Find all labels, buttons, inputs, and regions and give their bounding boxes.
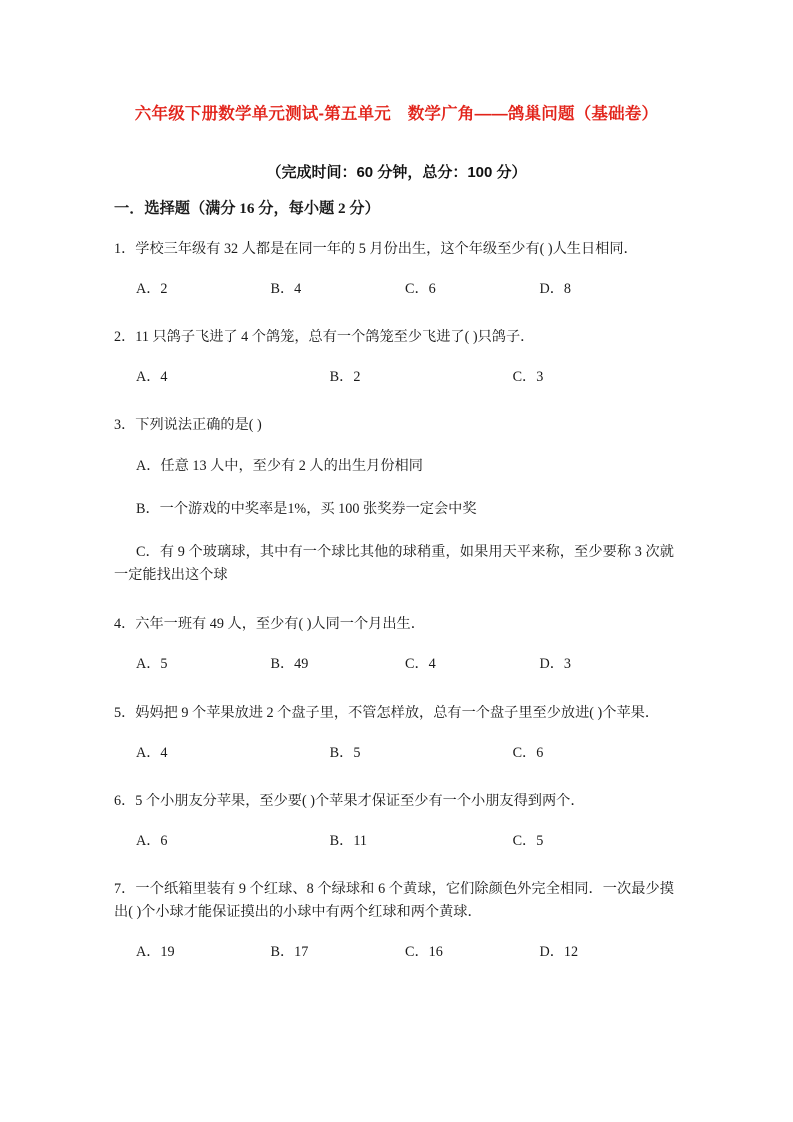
question-stem: 2．11 只鸽子飞进了 4 个鸽笼，总有一个鸽笼至少飞进了( )只鸽子． bbox=[114, 329, 535, 346]
spacer bbox=[114, 676, 674, 702]
option-c[interactable]: C．有 9 个玻璃球，其中有一个球比其他的球稍重，如果用天平来称，至少要称 3 次就一定能找出这个球 bbox=[114, 544, 674, 584]
option-d[interactable]: D．3 bbox=[539, 656, 572, 673]
question-6 bbox=[114, 790, 674, 852]
spacer bbox=[114, 388, 674, 414]
question-4 bbox=[114, 613, 674, 675]
option-b[interactable]: B．4 bbox=[270, 280, 302, 297]
question-options bbox=[114, 367, 674, 388]
question-options bbox=[114, 831, 674, 852]
option-b[interactable]: B．11 bbox=[329, 832, 367, 849]
question-stem: 7．一个纸箱里装有 9 个红球、8 个绿球和 6 个黄球，它们除颜色外完全相同．一次最少摸出( )个小球才能保证摸出的小球中有两个红球和两个黄球． bbox=[114, 881, 674, 921]
question-stem: 6．5 个小朋友分苹果，至少要( )个苹果才保证至少有一个小朋友得到两个． bbox=[114, 792, 585, 809]
option-c[interactable]: C．3 bbox=[512, 369, 544, 386]
question-3 bbox=[114, 414, 674, 587]
option-d[interactable]: D．8 bbox=[539, 280, 572, 297]
question-stem: 3．下列说法正确的是( ) bbox=[114, 417, 262, 434]
exam-info-subtitle: （完成时间：60 分钟，总分：100 分） bbox=[266, 164, 527, 181]
option-b[interactable]: B．49 bbox=[270, 656, 309, 673]
option-c[interactable]: C．6 bbox=[405, 280, 436, 297]
question-stem: 5．妈妈把 9 个苹果放进 2 个盘子里，不管怎样放，总有一个盘子里至少放进( )个苹果． bbox=[114, 704, 660, 721]
option-a[interactable]: A．19 bbox=[136, 944, 175, 961]
option-a[interactable]: A．4 bbox=[136, 744, 168, 761]
question-options bbox=[114, 654, 674, 675]
question-options bbox=[114, 455, 674, 587]
spacer bbox=[114, 764, 674, 790]
question-stem: 1．学校三年级有 32 人都是在同一年的 5 月份出生，这个年级至少有( )人生日相同． bbox=[114, 240, 638, 257]
page-title: 六年级下册数学单元测试-第五单元 数学广角——鸽巢问题（基础卷） bbox=[134, 105, 659, 123]
option-a[interactable]: A．任意 13 人中，至少有 2 人的出生月份相同 bbox=[136, 458, 423, 475]
spacer bbox=[114, 852, 674, 878]
option-b[interactable]: B．17 bbox=[270, 944, 309, 961]
question-1 bbox=[114, 238, 674, 300]
exam-content bbox=[114, 198, 674, 964]
option-b[interactable]: B．5 bbox=[329, 744, 361, 761]
question-options bbox=[114, 942, 674, 963]
question-options bbox=[114, 743, 674, 764]
spacer bbox=[114, 587, 674, 613]
question-5 bbox=[114, 702, 674, 764]
option-c[interactable]: C．6 bbox=[512, 744, 544, 761]
option-c[interactable]: C．16 bbox=[405, 944, 443, 961]
option-b[interactable]: B．2 bbox=[329, 369, 361, 386]
option-a[interactable]: A．4 bbox=[136, 369, 168, 386]
option-a[interactable]: A．5 bbox=[136, 656, 168, 673]
option-b[interactable]: B．一个游戏的中奖率是1%，买 100 张奖券一定会中奖 bbox=[136, 501, 477, 518]
question-2 bbox=[114, 326, 674, 388]
section-heading-choice: 一．选择题（满分 16 分，每小题 2 分） bbox=[114, 200, 380, 217]
spacer bbox=[114, 300, 674, 326]
question-stem: 4．六年一班有 49 人，至少有( )人同一个月出生． bbox=[114, 616, 425, 633]
question-options bbox=[114, 279, 674, 300]
option-c[interactable]: C．4 bbox=[405, 656, 436, 673]
option-c[interactable]: C．5 bbox=[512, 832, 544, 849]
option-a[interactable]: A．6 bbox=[136, 832, 168, 849]
option-d[interactable]: D．12 bbox=[539, 944, 579, 961]
question-7 bbox=[114, 878, 674, 963]
option-a[interactable]: A．2 bbox=[136, 280, 168, 297]
